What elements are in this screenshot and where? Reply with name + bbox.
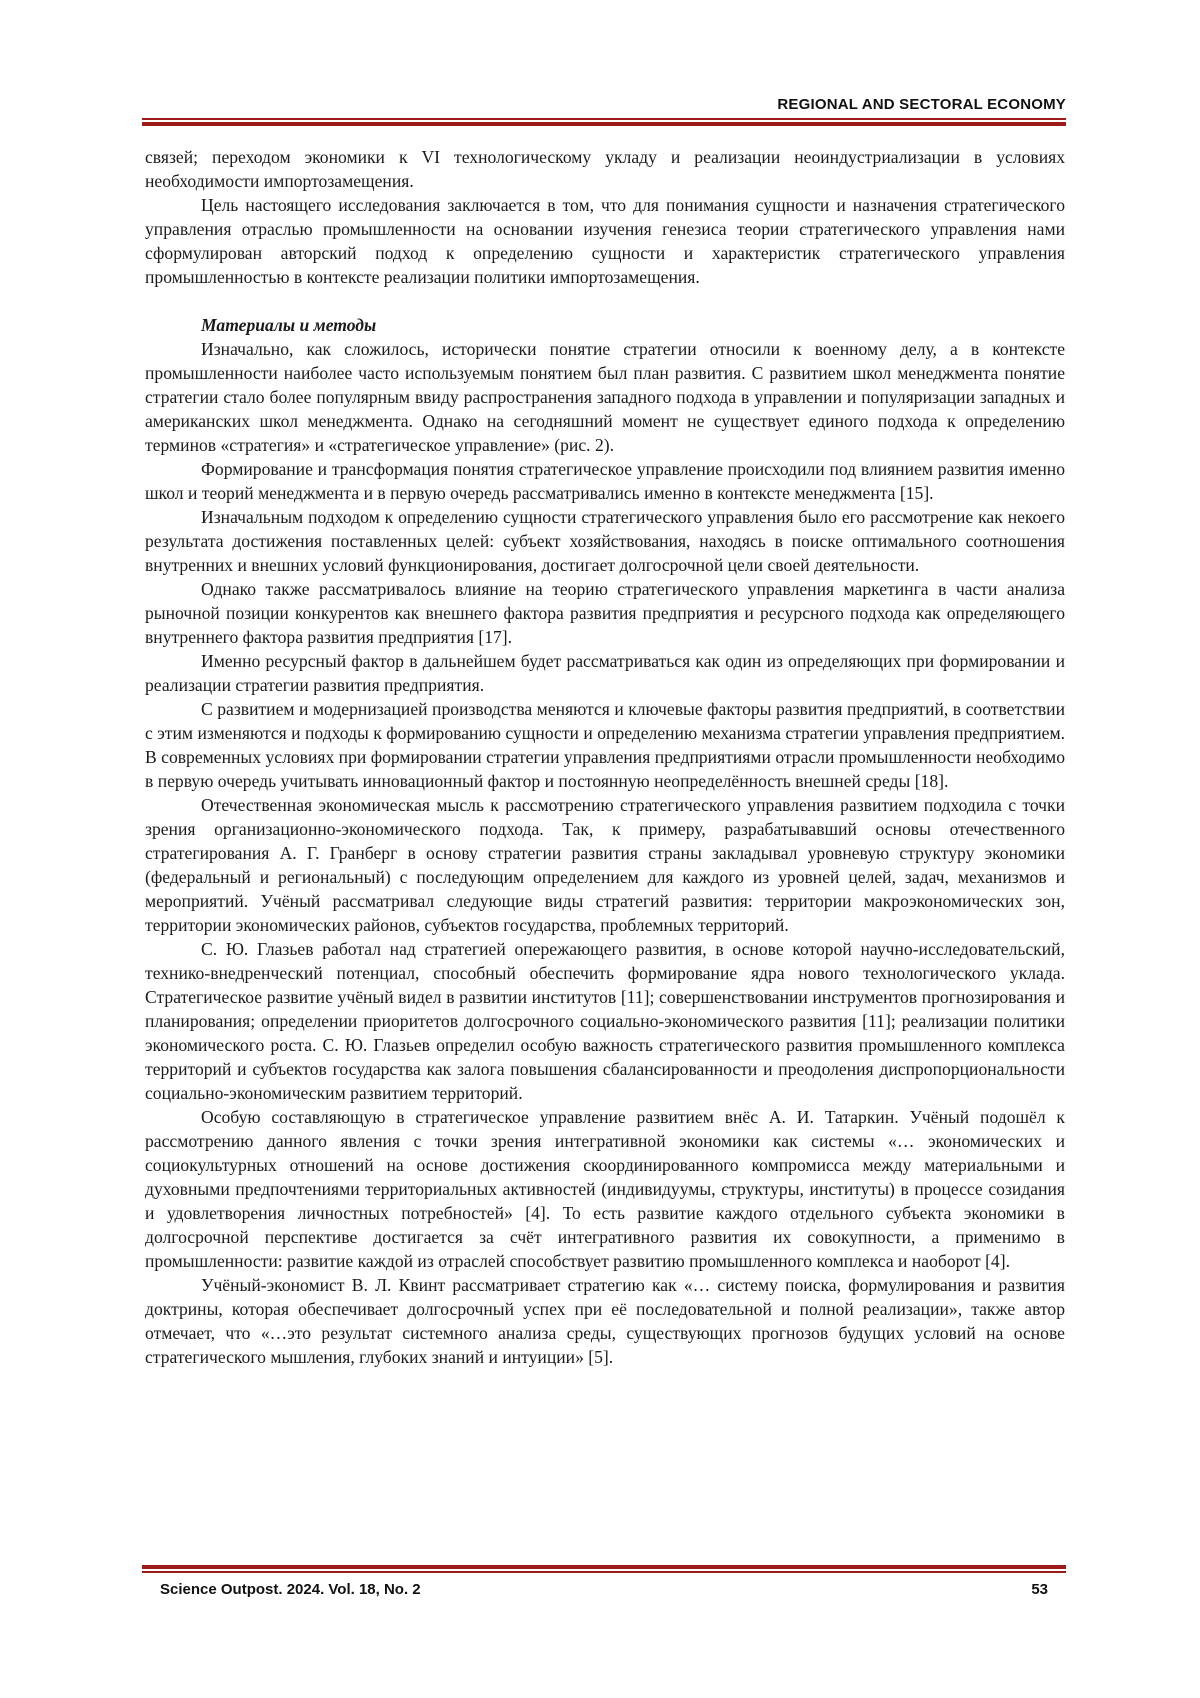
footer-row [142,1573,1066,1598]
paragraph: Особую составляющую в стратегическое управление развитием внёс А. И. Татаркин. Учёный подошёл к рассмотрению данного явления с точки зрения интегративной экономики как системы «… экономических и социокультурных отношений на основе достижения скоординированного компромисса между материальными и духовными предпочтениями территориальных активностей (индивидуумы, структуры, институты) в процессе созидания и удовлетворения личностных потребностей» [4]. То есть развитие каждого отдельного субъекта экономики в долгосрочной перспективе достигается за счёт интегративного развития их совокупности, а применимо в промышленности: развитие каждой из отраслей способствует развитию промышленного комплекса и наоборот [4]. [145,1107,1065,1271]
page-header [142,96,1066,126]
journal-citation: Science Outpost. 2024. Vol. 18, No. 2 [160,1581,421,1598]
paragraph-continued: связей; переходом экономики к VI технологическому укладу и реализации неоиндустриализации в условиях необходимости импортозамещения. [145,147,1065,191]
paragraph-goal: Цель настоящего исследования заключается в том, что для понимания сущности и назначения стратегического управления отраслью промышленности на основании изучения генезиса теории стратегического управления нами сформулирован авторский подход к определению сущности и характеристик стратегического управления промышленностью в контексте реализации политики импортозамещения. [145,195,1065,287]
article-body [145,145,1065,1369]
paragraph: С развитием и модернизацией производства меняются и ключевые факторы развития предприятий, в соответствии с этим изменяются и подходы к формированию сущности и определению механизма стратегии управления предприятием. В современных условиях при формировании стратегии управления предприятиями отрасли промышленности необходимо в первую очередь учитывать инновационный фактор и постоянную неопределённость внешней среды [18]. [145,699,1065,791]
page-footer [142,1565,1066,1598]
header-rule-thick [142,122,1066,126]
page-number: 53 [1031,1581,1048,1598]
journal-section-title: REGIONAL AND SECTORAL ECONOMY [777,96,1066,113]
section-heading: Материалы и методы [201,315,377,335]
paragraph: Формирование и трансформация понятия стратегическое управление происходили под влиянием развития именно школ и теорий менеджмента и в первую очередь рассматривались именно в контексте менеджмента [15]. [145,459,1065,503]
paragraph: Именно ресурсный фактор в дальнейшем будет рассматриваться как один из определяющих при формировании и реализации стратегии развития предприятия. [145,651,1065,695]
paragraph: Изначальным подходом к определению сущности стратегического управления было его рассмотрение как некоего результата достижения поставленных целей: субъект хозяйствования, находясь в поиске оптимального соотношения внутренних и внешних условий функционирования, достигает долгосрочной цели своей деятельности. [145,507,1065,575]
paragraph: Однако также рассматривалось влияние на теорию стратегического управления маркетинга в части анализа рыночной позиции конкурентов как внешнего фактора развития предприятия и ресурсного подхода как определяющего внутреннего фактора развития предприятия [17]. [145,579,1065,647]
paragraph: Изначально, как сложилось, исторически понятие стратегии относили к военному делу, а в контексте промышленности наиболее часто используемым понятием был план развития. С развитием школ менеджмента понятие стратегии стало более популярным ввиду распространения западного подхода в управлении и популяризации западных и американских школ менеджмента. Однако на сегодняшний момент не существует единого подхода к определению терминов «стратегия» и «стратегическое управление» (рис. 2). [145,339,1065,455]
paragraph: Отечественная экономическая мысль к рассмотрению стратегического управления развитием подходила с точки зрения организационно-экономического подхода. Так, к примеру, разрабатывавший основы отечественного стратегирования А. Г. Гранберг в основу стратегии развития страны закладывал уровневую структуру экономики (федеральный и региональный) с последующим определением для каждого из уровней целей, задач, механизмов и мероприятий. Учёный рассматривал следующие виды стратегий развития: территории макроэкономических зон, территории экономических районов, субъектов государства, проблемных территорий. [145,795,1065,935]
paragraph: С. Ю. Глазьев работал над стратегией опережающего развития, в основе которой научно-исследовательский, технико-внедренческий потенциал, способный обеспечить формирование ядра нового технологического уклада. Стратегическое развитие учёный видел в развитии институтов [11]; совершенствовании инструментов прогнозирования и планирования; определении приоритетов долгосрочного социально-экономического развития [11]; реализации политики экономического роста. С. Ю. Глазьев определил особую важность стратегического развития промышленного комплекса территорий и субъектов государства как залога повышения сбалансированности и преодоления диспропорциональности социально-экономическим развитием территорий. [145,939,1065,1103]
paragraph: Учёный-экономист В. Л. Квинт рассматривает стратегию как «… систему поиска, формулирования и развития доктрины, которая обеспечивает долгосрочный успех при её последовательной и полной реализации», также автор отмечает, что «…это результат системного анализа среды, существующих прогнозов будущих условий на основе стратегического мышления, глубоких знаний и интуиции» [5]. [145,1275,1065,1367]
